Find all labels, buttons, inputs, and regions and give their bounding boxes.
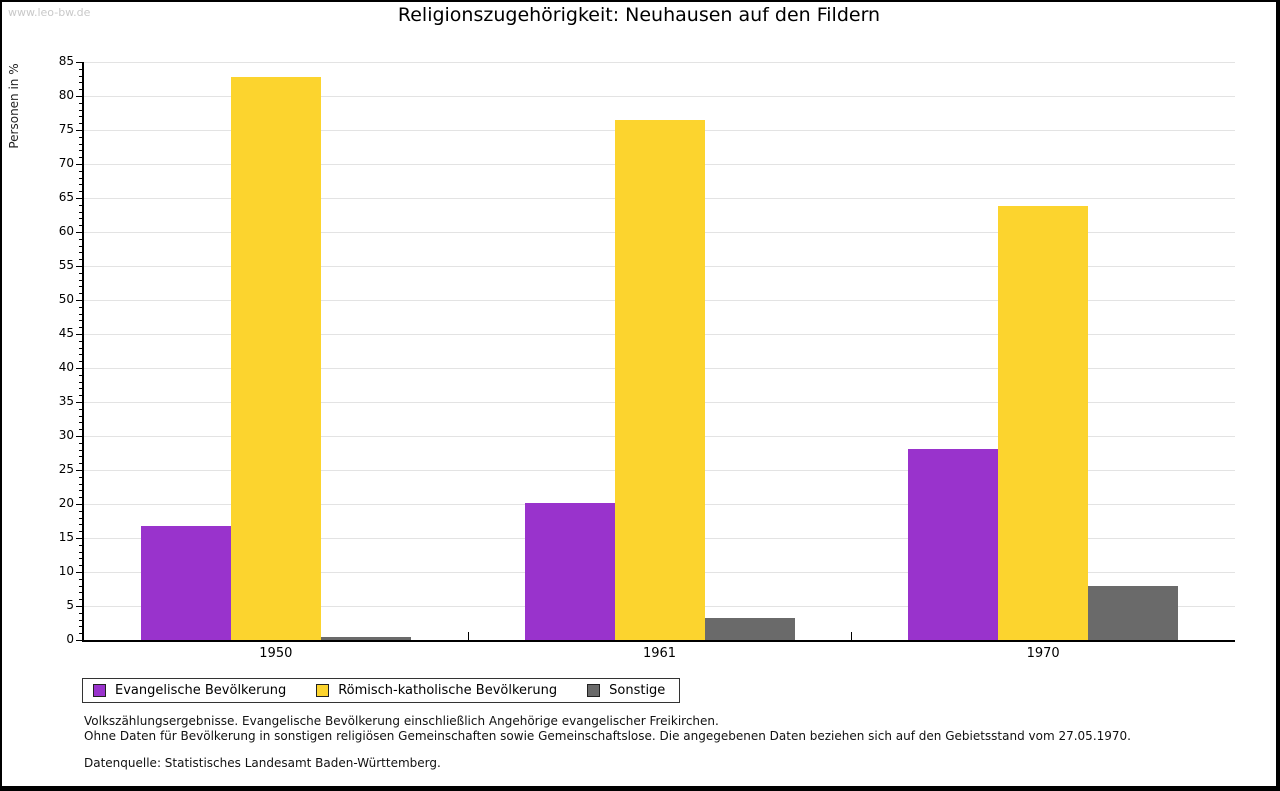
y-tick-9 — [79, 579, 83, 580]
y-tick-49 — [79, 307, 83, 308]
bar-römisch-katholische-1961 — [615, 120, 705, 640]
legend-item-evangelische — [93, 683, 286, 698]
y-tick-33 — [79, 416, 83, 417]
y-tick-label-80: 80 — [58, 88, 74, 102]
y-tick-8 — [79, 586, 83, 587]
y-tick-45 — [76, 334, 83, 335]
page-title: Religionszugehörigkeit: Neuhausen auf den Fildern — [397, 4, 881, 26]
y-tick-label-0: 0 — [66, 632, 74, 646]
y-tick-40 — [76, 368, 83, 369]
footnote-line-1: Volkszählungsergebnisse. Evangelische Bevölkerung einschließlich Angehörige evangelischer Freikirchen. — [84, 714, 719, 728]
legend — [82, 678, 680, 703]
y-tick-56 — [79, 259, 83, 260]
y-axis-label: Personen in % — [7, 63, 21, 149]
y-tick-38 — [79, 382, 83, 383]
y-tick-71 — [79, 157, 83, 158]
y-tick-7 — [79, 592, 83, 593]
y-tick-label-50: 50 — [58, 292, 74, 306]
legend-swatch-evangelische — [93, 684, 106, 697]
y-tick-43 — [79, 348, 83, 349]
y-tick-label-10: 10 — [58, 564, 74, 578]
y-tick-2 — [79, 626, 83, 627]
y-tick-21 — [79, 497, 83, 498]
y-tick-37 — [79, 388, 83, 389]
y-tick-62 — [79, 218, 83, 219]
bar-evangelische-1950 — [141, 526, 231, 640]
plot-area — [58, 54, 1235, 661]
y-tick-84 — [79, 69, 83, 70]
y-tick-label-65: 65 — [58, 190, 74, 204]
y-tick-75 — [76, 130, 83, 131]
y-tick-label-75: 75 — [58, 122, 74, 136]
bar-sonstige-1950 — [321, 637, 411, 640]
y-tick-72 — [79, 150, 83, 151]
x-category-label-1961: 1961 — [642, 646, 677, 661]
y-tick-25 — [76, 470, 83, 471]
y-tick-28 — [79, 450, 83, 451]
y-tick-50 — [76, 300, 83, 301]
y-tick-4 — [79, 613, 83, 614]
y-tick-31 — [79, 429, 83, 430]
y-tick-6 — [79, 599, 83, 600]
legend-label-evangelische: Evangelische Bevölkerung — [115, 683, 287, 698]
data-source: Datenquelle: Statistisches Landesamt Baden-Württemberg. — [84, 756, 441, 770]
y-tick-30 — [76, 436, 83, 437]
y-tick-42 — [79, 354, 83, 355]
y-tick-78 — [79, 110, 83, 111]
y-tick-85 — [76, 62, 83, 63]
y-tick-22 — [79, 490, 83, 491]
y-tick-23 — [79, 484, 83, 485]
y-tick-36 — [79, 395, 83, 396]
y-tick-19 — [79, 511, 83, 512]
y-tick-34 — [79, 409, 83, 410]
y-tick-label-25: 25 — [58, 462, 74, 476]
y-tick-48 — [79, 314, 83, 315]
legend-label-katholische: Römisch-katholische Bevölkerung — [338, 683, 558, 698]
x-tick-boundary-2 — [851, 632, 852, 640]
y-tick-18 — [79, 518, 83, 519]
y-tick-29 — [79, 443, 83, 444]
y-tick-24 — [79, 477, 83, 478]
y-tick-76 — [79, 123, 83, 124]
bar-sonstige-1970 — [1088, 586, 1178, 640]
y-tick-83 — [79, 76, 83, 77]
y-tick-81 — [79, 89, 83, 90]
y-tick-label-70: 70 — [58, 156, 74, 170]
y-tick-70 — [76, 164, 83, 165]
y-tick-16 — [79, 531, 83, 532]
legend-item-sonstige — [587, 683, 665, 698]
x-category-label-1970: 1970 — [1026, 646, 1060, 661]
y-tick-label-35: 35 — [58, 394, 74, 408]
y-tick-26 — [79, 463, 83, 464]
y-tick-47 — [79, 320, 83, 321]
y-tick-1 — [79, 633, 83, 634]
y-tick-58 — [79, 246, 83, 247]
footnote-line-2: Ohne Daten für Bevölkerung in sonstigen religiösen Gemeinschaften sowie Gemeinschaftslose. Die angegebenen Daten beziehen sich auf den Gebietsstand vom 27.05.1970. — [84, 729, 1131, 743]
y-tick-67 — [79, 184, 83, 185]
legend-swatch-sonstige — [587, 684, 600, 697]
watermark: www.leo-bw.de — [8, 6, 91, 19]
y-tick-79 — [79, 103, 83, 104]
bar-evangelische-1970 — [908, 449, 998, 640]
y-tick-61 — [79, 225, 83, 226]
y-tick-15 — [76, 538, 83, 539]
y-tick-5 — [76, 606, 83, 607]
y-tick-14 — [79, 545, 83, 546]
bar-evangelische-1961 — [525, 503, 615, 640]
y-tick-64 — [79, 205, 83, 206]
y-tick-74 — [79, 137, 83, 138]
y-tick-53 — [79, 280, 83, 281]
gridline-85 — [84, 62, 1235, 63]
legend-swatch-katholische — [316, 684, 329, 697]
x-category-label-1950: 1950 — [259, 646, 293, 661]
y-tick-label-30: 30 — [58, 428, 74, 442]
y-tick-52 — [79, 286, 83, 287]
y-tick-46 — [79, 327, 83, 328]
y-tick-80 — [76, 96, 83, 97]
y-tick-label-40: 40 — [58, 360, 74, 374]
y-tick-54 — [79, 273, 83, 274]
y-tick-82 — [79, 82, 83, 83]
y-tick-60 — [76, 232, 83, 233]
y-tick-label-15: 15 — [58, 530, 74, 544]
y-tick-63 — [79, 212, 83, 213]
y-tick-10 — [76, 572, 83, 573]
y-tick-73 — [79, 144, 83, 145]
y-tick-68 — [79, 178, 83, 179]
y-tick-label-45: 45 — [58, 326, 74, 340]
y-tick-57 — [79, 252, 83, 253]
y-tick-35 — [76, 402, 83, 403]
bar-römisch-katholische-1970 — [998, 206, 1088, 640]
y-tick-66 — [79, 191, 83, 192]
y-tick-12 — [79, 558, 83, 559]
y-tick-0 — [76, 640, 83, 641]
bar-sonstige-1961 — [705, 618, 795, 640]
y-tick-32 — [79, 422, 83, 423]
y-tick-51 — [79, 293, 83, 294]
y-tick-27 — [79, 456, 83, 457]
y-tick-11 — [79, 565, 83, 566]
legend-item-katholische — [316, 683, 557, 698]
legend-label-sonstige: Sonstige — [609, 683, 666, 698]
y-tick-label-85: 85 — [58, 54, 74, 68]
y-tick-17 — [79, 524, 83, 525]
y-tick-41 — [79, 361, 83, 362]
bar-römisch-katholische-1950 — [231, 77, 321, 640]
footnotes — [84, 714, 1131, 771]
y-tick-77 — [79, 116, 83, 117]
y-tick-59 — [79, 239, 83, 240]
y-tick-label-5: 5 — [66, 598, 74, 612]
y-tick-label-60: 60 — [58, 224, 74, 238]
y-tick-3 — [79, 620, 83, 621]
y-tick-44 — [79, 341, 83, 342]
y-tick-39 — [79, 375, 83, 376]
y-tick-20 — [76, 504, 83, 505]
x-tick-boundary-1 — [468, 632, 469, 640]
y-tick-label-55: 55 — [58, 258, 74, 272]
y-tick-label-20: 20 — [58, 496, 74, 510]
y-tick-55 — [76, 266, 83, 267]
y-tick-65 — [76, 198, 83, 199]
y-tick-13 — [79, 552, 83, 553]
y-tick-69 — [79, 171, 83, 172]
